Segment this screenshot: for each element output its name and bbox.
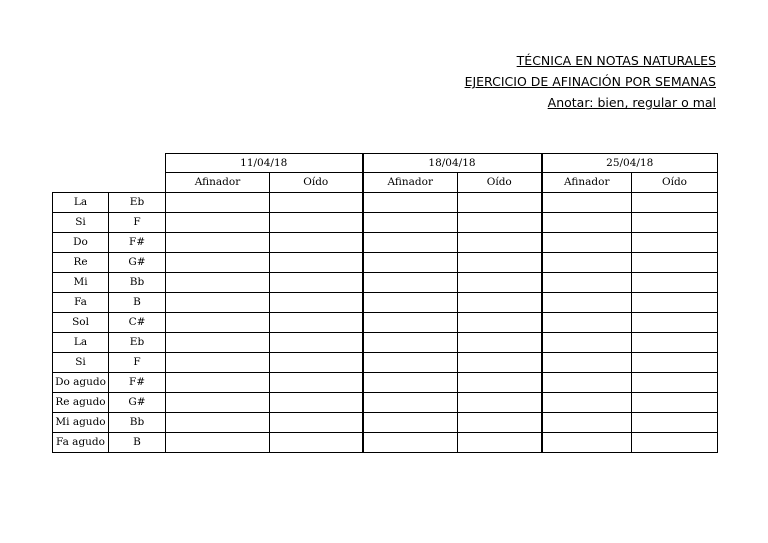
ear-result-cell[interactable] [270,412,363,432]
ear-result-cell[interactable] [458,252,542,272]
note-cell: Mi [53,272,109,292]
ear-result-cell[interactable] [458,192,542,212]
note-cell: Re [53,252,109,272]
note-cell: Mi agudo [53,412,109,432]
tuner-result-cell[interactable] [166,372,270,392]
tuner-result-cell[interactable] [166,292,270,312]
table-row [53,212,718,232]
tuner-result-cell[interactable] [363,212,458,232]
tuner-result-cell[interactable] [542,252,632,272]
ear-result-cell[interactable] [458,352,542,372]
table-row [53,192,718,212]
tuner-result-cell[interactable] [166,192,270,212]
date-header: 11/04/18 [166,154,363,173]
tuner-result-cell[interactable] [363,392,458,412]
ear-result-cell[interactable] [632,292,718,312]
tuner-header: Afinador [166,173,270,193]
tuner-result-cell[interactable] [363,252,458,272]
ear-result-cell[interactable] [632,252,718,272]
alt-note-cell: C# [109,312,166,332]
ear-result-cell[interactable] [458,292,542,312]
ear-result-cell[interactable] [632,352,718,372]
table-row [53,372,718,392]
alt-note-cell: Bb [109,412,166,432]
ear-header: Oído [458,173,542,193]
table-row [53,272,718,292]
table-row [53,232,718,252]
table-row [53,412,718,432]
tuner-result-cell[interactable] [363,412,458,432]
table-row [53,252,718,272]
tuner-result-cell[interactable] [542,192,632,212]
ear-result-cell[interactable] [458,312,542,332]
note-cell: Sol [53,312,109,332]
tuner-result-cell[interactable] [542,432,632,452]
tuner-result-cell[interactable] [542,332,632,352]
tuner-result-cell[interactable] [542,352,632,372]
tuner-result-cell[interactable] [166,352,270,372]
alt-note-cell: Bb [109,272,166,292]
document-instruction: Anotar: bien, regular o mal [547,95,716,110]
ear-result-cell[interactable] [270,332,363,352]
tuner-result-cell[interactable] [166,272,270,292]
date-header: 18/04/18 [363,154,542,173]
alt-note-cell: F [109,352,166,372]
ear-result-cell[interactable] [270,192,363,212]
ear-result-cell[interactable] [270,292,363,312]
tuner-result-cell[interactable] [542,232,632,252]
document-header [465,50,716,113]
document-subtitle: EJERCICIO DE AFINACIÓN POR SEMANAS [464,74,716,89]
alt-note-cell: F# [109,232,166,252]
table-row [53,332,718,352]
tuner-result-cell[interactable] [166,432,270,452]
ear-result-cell[interactable] [270,212,363,232]
tuner-result-cell[interactable] [363,332,458,352]
tuner-result-cell[interactable] [542,372,632,392]
ear-result-cell[interactable] [632,412,718,432]
alt-note-cell: Eb [109,192,166,212]
ear-result-cell[interactable] [458,432,542,452]
note-cell: La [53,332,109,352]
document-title: TÉCNICA EN NOTAS NATURALES [516,53,716,68]
table-row [53,352,718,372]
ear-result-cell[interactable] [458,232,542,252]
tuner-result-cell[interactable] [363,352,458,372]
tuner-result-cell[interactable] [166,312,270,332]
tuner-result-cell[interactable] [363,372,458,392]
table-row [53,432,718,452]
alt-note-cell: G# [109,392,166,412]
tuner-result-cell[interactable] [166,232,270,252]
tuner-result-cell[interactable] [542,292,632,312]
tuner-result-cell[interactable] [542,212,632,232]
alt-note-cell: G# [109,252,166,272]
ear-header: Oído [632,173,718,193]
tuner-result-cell[interactable] [166,332,270,352]
alt-note-cell: F [109,212,166,232]
alt-note-cell: B [109,432,166,452]
tuner-result-cell[interactable] [542,312,632,332]
ear-result-cell[interactable] [632,232,718,252]
alt-note-cell: Eb [109,332,166,352]
table-row [53,312,718,332]
tuner-header: Afinador [363,173,458,193]
tuner-result-cell[interactable] [166,252,270,272]
tuner-result-cell[interactable] [363,272,458,292]
ear-result-cell[interactable] [270,252,363,272]
tuner-result-cell[interactable] [363,292,458,312]
note-cell: Fa [53,292,109,312]
ear-result-cell[interactable] [270,392,363,412]
ear-result-cell[interactable] [632,272,718,292]
subheader-row [53,173,718,193]
ear-result-cell[interactable] [458,412,542,432]
ear-result-cell[interactable] [458,332,542,352]
ear-result-cell[interactable] [632,332,718,352]
tuner-result-cell[interactable] [166,392,270,412]
note-cell: Do [53,232,109,252]
ear-result-cell[interactable] [632,392,718,412]
table-row [53,392,718,412]
note-cell: Fa agudo [53,432,109,452]
note-cell: Do agudo [53,372,109,392]
ear-result-cell[interactable] [458,372,542,392]
alt-note-cell: F# [109,372,166,392]
ear-result-cell[interactable] [270,432,363,452]
ear-result-cell[interactable] [632,212,718,232]
ear-result-cell[interactable] [632,432,718,452]
tuner-result-cell[interactable] [166,212,270,232]
tuner-result-cell[interactable] [542,412,632,432]
tuner-header: Afinador [542,173,632,193]
date-header-row [53,154,718,173]
note-cell: Si [53,212,109,232]
tuning-table [52,153,718,453]
ear-result-cell[interactable] [270,372,363,392]
tuner-result-cell[interactable] [363,192,458,212]
ear-result-cell[interactable] [270,312,363,332]
note-cell: Re agudo [53,392,109,412]
ear-result-cell[interactable] [632,192,718,212]
ear-result-cell[interactable] [458,212,542,232]
tuner-result-cell[interactable] [363,312,458,332]
tuner-result-cell[interactable] [363,432,458,452]
ear-result-cell[interactable] [458,392,542,412]
table-row [53,292,718,312]
alt-note-cell: B [109,292,166,312]
ear-result-cell[interactable] [632,312,718,332]
tuner-result-cell[interactable] [542,272,632,292]
note-cell: La [53,192,109,212]
ear-result-cell[interactable] [270,232,363,252]
ear-result-cell[interactable] [270,272,363,292]
ear-header: Oído [270,173,363,193]
ear-result-cell[interactable] [458,272,542,292]
date-header: 25/04/18 [542,154,718,173]
note-cell: Si [53,352,109,372]
tuner-result-cell[interactable] [363,232,458,252]
tuner-result-cell[interactable] [166,412,270,432]
ear-result-cell[interactable] [632,372,718,392]
tuner-result-cell[interactable] [542,392,632,412]
ear-result-cell[interactable] [270,352,363,372]
